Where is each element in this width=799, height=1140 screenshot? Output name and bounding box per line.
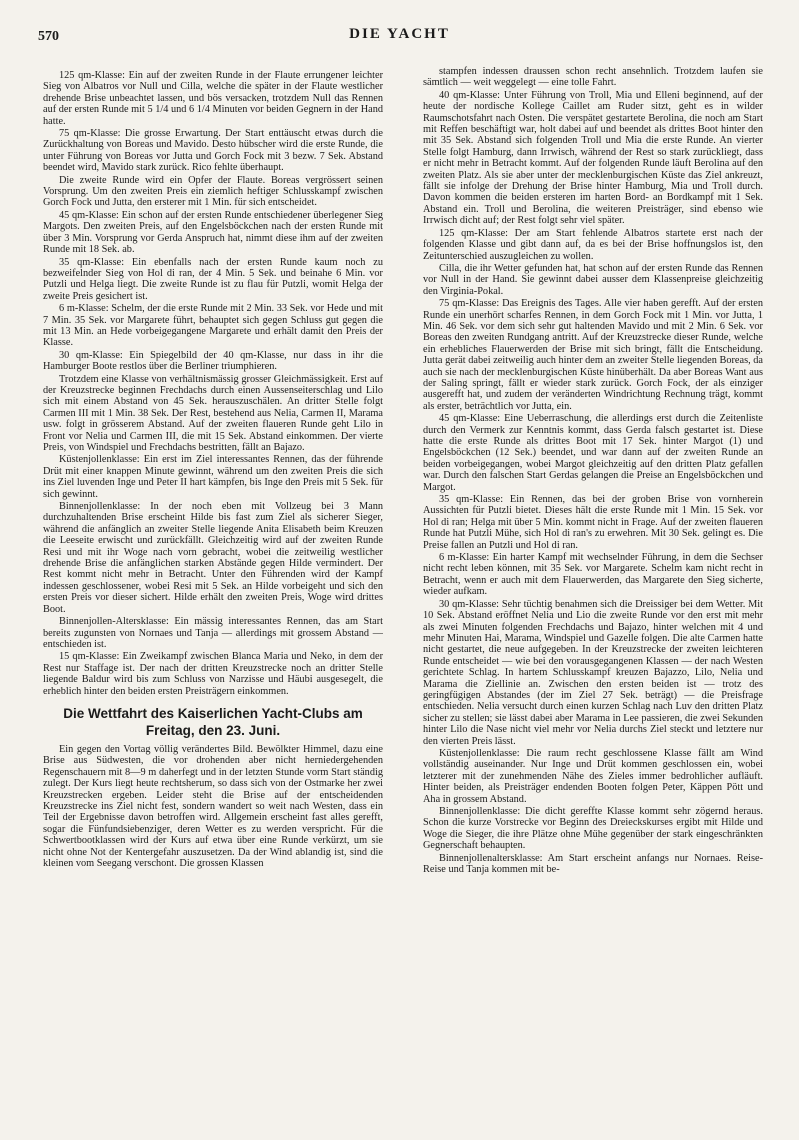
body-paragraph: 30 qm-Klasse: Ein Spiegelbild der 40 qm-Klasse, nur dass in ihr die Hamburger Boote restlos über die Berliner triumphieren. xyxy=(43,349,383,373)
body-paragraph: 6 m-Klasse: Ein harter Kampf mit wechselnder Führung, in dem die Sechser nicht recht leben können, mit 35 Sek. vor Margarete. Schelm kam nicht recht in Betracht, wenn er auch mit dem Flauerwerden, das Margarete den Sieg sicherte, wieder aufkam. xyxy=(423,552,763,598)
body-paragraph: 45 qm-Klasse: Ein schon auf der ersten Runde entschiedener überlegener Sieg Margots. Den zweiten Preis, auf den Engelsböckchen nach der ersten Runde mit über 3 Min. Vorsprung vor Gerda Anspruch hat, nimmt diese ihm auf der zweiten Runde mit 18 Sek. ab. xyxy=(43,209,383,256)
left-column xyxy=(43,70,383,1140)
body-paragraph: 35 qm-Klasse: Ein ebenfalls nach der ersten Runde kaum noch zu bezweifelnder Sieg von Hol di ran, der 4 Min. 5 Sek. und beinahe 6 Min. vor Putzli und Helga liegt. Die zweite Runde ist zu flau für Putzli, womit Helga der zweite Preis gesichert ist. xyxy=(43,256,383,302)
body-paragraph: 125 qm-Klasse: Ein auf der zweiten Runde in der Flaute errungener leichter Sieg von Albatros vor Null und Cilla, welche die später in der Flaute westlicher drehende Brise unbeachtet lassen, und bös versacken, trotzdem Null das Rennen auf der ersten Runde mit 5 1/4 und 6 1/4 Minuten vor beiden Gegnern in der Hand hatte. xyxy=(43,70,383,127)
body-paragraph: Ein gegen den Vortag völlig verändertes Bild. Bewölkter Himmel, dazu eine Brise aus Südwesten, die vor drohenden aber nicht herniedergehenden Regenschauern mit 8—9 m daherfegt und in der letzten Stunde vorm Start ständig zulegt. Der Kurs liegt heute rechtsherum, so dass sich von der Ostmarke her zwei Kreuzstrecken ergeben. Leider steht die Brise auf der entscheidenden Kreuzstrecke ins Ziel nicht fest, sondern wandert so weit nach Westen, dass ein Teil der Ergebnisse davon betroffen wird. Allgemein erscheint fast alles gerefft, sogar die Fünfundsiebenziger, deren Wetter es zu werden verspricht. Für die Schwertbootklassen wird der Kurs auf etwa über eine Runde verkürzt, um sie nicht ohne Not der Kentergefahr auszusetzen. Da der Wind ablandig ist, sind die kleinen vom Seegang verschont. Die grossen Klassen xyxy=(43,743,383,869)
body-paragraph: stampfen indessen draussen schon recht ansehnlich. Trotzdem laufen sie sämtlich — weit weggelegt — eine tolle Fahrt. xyxy=(423,66,763,89)
body-paragraph: 45 qm-Klasse: Eine Ueberraschung, die allerdings erst durch die Zeitenliste durch den Vermerk zur Kenntnis kommt, dass Gerda falsch gestartet ist. Diese hatte die erste Runde als drittes Boot mit 17 Sek. hinter Margot (1) und Engelsböckchen (12 Sek.) beendet, und war dann auf der zweiten Runde an beiden vorbeigegangen, wobei Margot gleichzeitig auf den dritten Platz gefallen war. Durch den falschen Start Gerdas gelangen die Preise an Engelsböckchen und Margot. xyxy=(423,413,763,493)
body-paragraph: Küstenjollenklasse: Ein erst im Ziel interessantes Rennen, das der führende Drüt mit einer knappen Minute gewinnt, während um den zweiten Preis die sich ins Ziel luvenden Inge und Peter II hart kämpfen, bis Inge den Preis mit 5 Sek. für sich gewinnt. xyxy=(43,454,383,500)
right-column xyxy=(423,66,763,1136)
body-paragraph: 75 qm-Klasse: Die grosse Erwartung. Der Start enttäuscht etwas durch die Zurückhaltung von Boreas und Mavido. Desto hübscher wird die erste Runde, die unter Führung von Boreas vor Jutta und Gorch Fock mit 3 bezw. 7 Sek. Abstand beendet wird, Mavido stark zurück. Rico fehlte überhaupt. xyxy=(43,128,383,174)
body-paragraph: Cilla, die ihr Wetter gefunden hat, hat schon auf der ersten Runde das Rennen vor Null in der Hand. Sie gewinnt dabei ausser dem Klassenpreise gleichzeitig den Virginia-Pokal. xyxy=(423,262,763,297)
running-header-title: DIE YACHT xyxy=(349,26,450,42)
body-paragraph: Binnenjollen-Altersklasse: Ein mässig interessantes Rennen, das am Start bereits zugunsten von Nornaes und Tanja — allerdings mit grossem Abstand — entschieden ist. xyxy=(43,616,383,650)
body-paragraph: 6 m-Klasse: Schelm, der die erste Runde mit 2 Min. 33 Sek. vor Hede und mit 7 Min. 35 Sek. vor Margarete führt, behauptet sich gegen Schluss gut gegen die mit 13 Min. an Hede vorbeigegangene Margarete und erhält damit den Preis der Klasse. xyxy=(43,303,383,349)
body-paragraph: 125 qm-Klasse: Der am Start fehlende Albatros startete erst nach der folgenden Klasse und gibt dann auf, da es bei der Brise hoffnungslos ist, den Zeitunterschied auszugleichen zu wollen. xyxy=(423,227,763,262)
body-paragraph: Küstenjollenklasse: Die raum recht geschlossene Klasse fällt am Wind vollständig auseinander. Nur Inge und Drüt kommen geschlossen ein, wobei letzterer mit der zunehmenden Nähe des Zieles immer bedrohlicher aufläuft. Hinter beiden, als Preisträger endenden Booten folgen Peter, Käppen Pött und Aha in grossem Abstand. xyxy=(423,747,763,805)
body-paragraph: 40 qm-Klasse: Unter Führung von Troll, Mia und Elleni beginnend, auf der heute der nordische Kollege Caillet am Ruder sitzt, geht es in wilder Raumschotsfahrt nach Osten. Die verspätet gestartete Berolina, die noch am Start mit Reffen beschäftigt war, holt dabei auf und beendet als drittes Boot hinter den mit 35 Sek. Abstand sich folgenden Troll und Mia die erste Runde. An vierter Stelle folgt Hamburg, dann Irrwisch, während der Rest so stark zurückliegt, dass er nicht mehr in Betracht kommt. Auf der folgenden Runde läuft Berolina auf den zweiten Platz. Als sie aber unter der mecklenburgischen Küste das Ziel ankreuzt, fällt sie infolge der Drehung der Brise hinter Hamburg, Mia und Troll durch. Davon kommen die beiden ersteren im harten Bord- an Bordkampf mit 1 Sek. Abstand ein. Troll und Berolina, die weiteren Preisträger, sind ebenso wie Irrwisch dicht auf; der Rest folgt sehr viel später. xyxy=(423,89,763,227)
section-heading: Die Wettfahrt des Kaiserlichen Yacht-Clubs am Freitag, den 23. Juni. xyxy=(63,705,363,738)
body-paragraph: 75 qm-Klasse: Das Ereignis des Tages. Alle vier haben gerefft. Auf der ersten Runde ein unerhört scharfes Rennen, in dem Gorch Fock mit 1 Min. vor Jutta, 1 Min. 46 Sek. vor dem sich sehr gut haltenden Mavido und mit 2 Min. 6 Sek. vor Boreas den zweiten Rundgang antritt. Auf der Kreuzstrecke dieser Runde, welche ein erhebliches Flauerwerden der Brise mit sich bringt, fällt die Entscheidung. Jutta gerät dabei zeitweilig auch hinter dem an zweiter Stelle liegenden Boreas, da auch sie nach der mecklenburgischen Küste hinüberhält. Da aber Boreas Want aus der Saling springt, fällt er wieder stark zurück. Gorch Fock, der als einziger ausgerefft hat, und zudem der veränderten Windrichtung Rechnung trägt, kommt als erster, beträchtlich vor Jutta, ein. xyxy=(423,298,763,412)
body-paragraph: 15 qm-Klasse: Ein Zweikampf zwischen Blanca Maria und Neko, in dem der Rest nur Staffage ist. Der nach der dritten Kreuzstrecke noch an dritter Stelle liegende Baldur wird bis zum Schluss von Narzisse und Häubi ausgesegelt, die erheblich hinter den beiden ersten Preisträgern einkommen. xyxy=(43,651,383,697)
body-paragraph: Binnenjollenklasse: In der noch eben mit Vollzeug bei 3 Mann durchzuhaltenden Brise erscheint Hilde bis fast zum Ziel als sicherer Sieger, während die anfänglich an zweiter Stelle liegende Anita Elisabeth beim Kreuzen die Leeseite erwischt und zurückfällt. Gleichzeitig wird auf der zweiten Runde Resi und mit ihr Woge nach vorn gebracht, wobei die zeitweilig westlicher drehende Brise die anfänglichen starken Abstände gegen Hilde vermindert. Der Rest kommt nicht mehr in Betracht. Unter den Führenden wird der Kampf indessen geschlossener, wobei Resi mit 5 Sek. an Hilde vorbeigeht und sich den ersten Preis vor dieser sichert. Hilde erhält den zweiten Preis, Woge wird drittes Boot. xyxy=(43,501,383,615)
body-paragraph: Die zweite Runde wird ein Opfer der Flaute. Boreas vergrössert seinen Vorsprung. Um den zweiten Preis ein ziemlich heftiger Schlusskampf zwischen Gorch Fock und Jutta, den ersterer mit 1 Min. für sich entscheidet. xyxy=(43,174,383,209)
body-paragraph: 30 qm-Klasse: Sehr tüchtig benahmen sich die Dreissiger bei dem Wetter. Mit 10 Sek. Abstand eröffnet Nelia und Lio die zweite Runde vor den erst mit mehr als zwei Minuten folgenden Frechdachs und Bajazo, hinter welchen mit 4 und mehr Minuten Hai, Marama, Windspiel und Gazelle folgen. Die alte Carmen hatte nicht gestartet, die neue aufgegeben. In der Kreuzstrecke der zweiten leichteren Runde entscheidet — wie bei den vorausgegangenen Klassen — der nach Westen gerichtete Schlag. In hartem Schlusskampf kreuzen Bajazzo, Lilo, Nelia und Marama die Ziellinie an. Zwischen den ersten beiden ist — trotz des geringfügigen Abstandes (der im Ziel 27 Sek. beträgt) — die Preisfrage entschieden. Nelia versucht durch einen kurzen Schlag nach Luv den dritten Platz sicher zu stellen; sie lässt dabei aber Marama in Lee passieren, die zwei Sekunden hinter Lilo die Nase nicht viel mehr vor Nelia durchs Ziel steckt und letztere nur den vierten Preis lässt. xyxy=(423,598,763,747)
page-number: 570 xyxy=(38,29,59,44)
body-paragraph: Binnenjollenaltersklasse: Am Start erscheint anfangs nur Nornaes. Reise-Reise und Tanja kommen mit be- xyxy=(423,852,763,876)
body-paragraph: 35 qm-Klasse: Ein Rennen, das bei der groben Brise von vornherein Aussichten für Putzli bietet. Dieses hält die erste Runde mit 1 Min. 15 Sek. vor Hol di ran; Helga mit über 5 Min. kommt nicht in Frage. Auf der zweiten flaueren Runde hat Putzli Mühe, sich Hol di ran's zu erwehren. Mit 30 Sek. gelingt es. Die Preise fallen an Putzli und Hol di ran. xyxy=(423,494,763,551)
left-paragraphs-after xyxy=(43,744,383,869)
body-paragraph: Binnenjollenklasse: Die dicht gereffte Klasse kommt sehr zögernd heraus. Schon die kurze Vorstrecke vor Beginn des Dreieckskurses ergibt mit Hilde und Woge die Sieger, die ihre Plätze ohne Mühe gegenüber der stark eingeschränkten Gegnerschaft behaupten. xyxy=(423,806,763,852)
left-paragraphs-before xyxy=(43,70,383,697)
body-paragraph: Trotzdem eine Klasse von verhältnismässig grosser Gleichmässigkeit. Erst auf der Kreuzstrecke beginnen Frechdachs durch einen Aussenseiterschlag und Lilo sich mit einem Abstand von 45 Sek. herauszuschälen. An dritter Stelle folgt Carmen III mit 1 Min. 38 Sek. Der Rest, bestehend aus Nelia, Carmen II, Marama usw. folgt in grösserem Abstand. Auf der zweiten flaueren Runde geht Lilo in Front vor Nelia und Carmen III, die mit 15 Sek. Abstand einkommen. Der vierte Preis, von Windspiel und Frechdachs bestritten, fällt an Bajazo. xyxy=(43,373,383,453)
